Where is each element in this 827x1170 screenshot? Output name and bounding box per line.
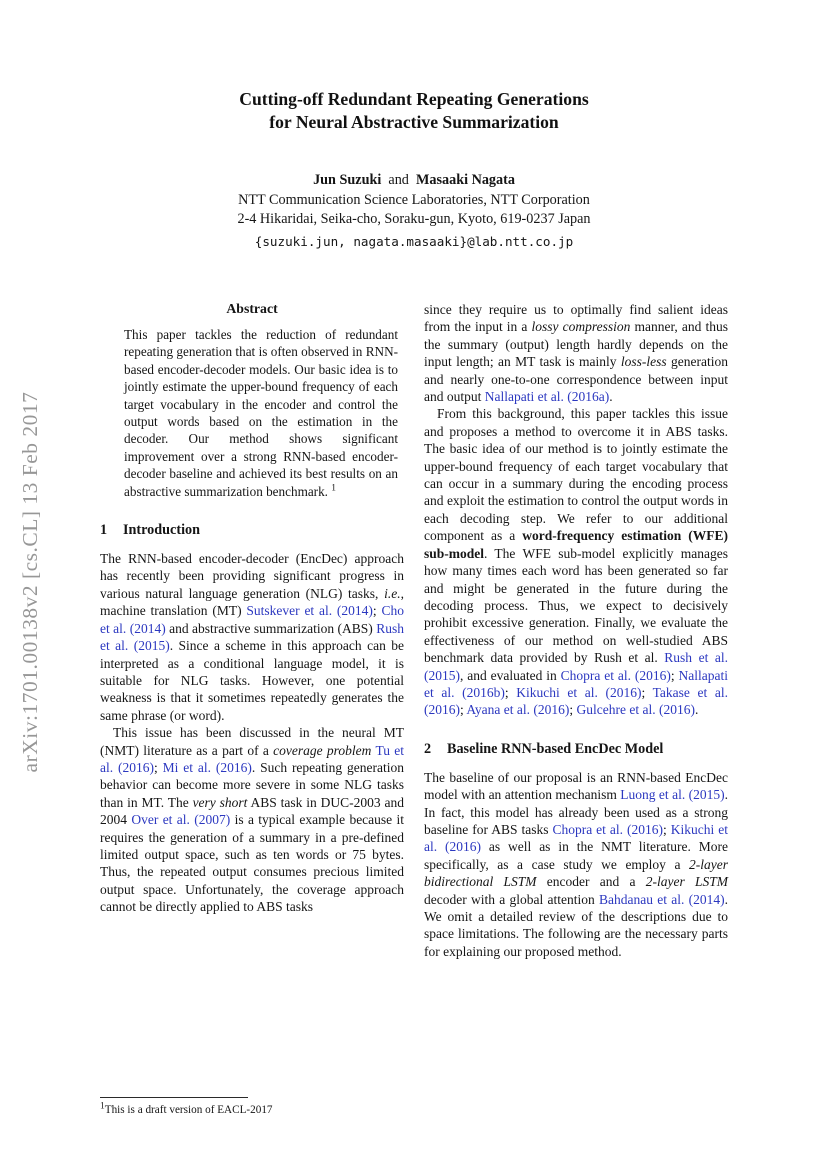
- title-line-2: for Neural Abstractive Summarization: [269, 112, 559, 132]
- citation-link[interactable]: Takase et al. (2016): [424, 684, 728, 718]
- text-run: . Since a scheme in this approach can be interpreted as a conditional language model, it is suitable for NLG tasks. However, one potential weakness is that it sometimes repeatedly generates the same phrase (or word).: [100, 638, 405, 723]
- text-run: From this background, this paper tackles this issue and proposes a method to overcome it in ABS tasks. The basic idea of our method is to jointly estimate the upper-bound frequency of each target vocabulary that can occur in a summary during the encoding process and exploit the estimation to control the output words in each decoding step. We refer to our additional component as a: [424, 406, 728, 544]
- footnote-text: [100, 1103, 404, 1117]
- text-run: . The WFE sub-model explicitly manages how many times each word has been generated so far and might be generated in the future during the decoding process. Thus, we expect to decisively prohibit excessive generation. Finally, we evaluate the effectiveness of our method on well-studied ABS benchmark data provided by Rush et al.: [424, 545, 728, 666]
- footnote-marker: 1: [100, 1101, 105, 1112]
- text-run: very short: [192, 794, 248, 810]
- citation-link[interactable]: Chopra et al. (2016): [560, 667, 671, 683]
- section-heading-introduction: [100, 522, 404, 539]
- section-title: Baseline RNN-based EncDec Model: [447, 740, 664, 757]
- paper-title: [100, 88, 728, 134]
- affiliation-line-2: 2-4 Hikaridai, Seika-cho, Soraku-gun, Kyoto, 619-0237 Japan: [237, 211, 591, 227]
- intro-paragraph-4: [424, 405, 728, 718]
- text-run: ;: [504, 684, 517, 700]
- section-heading-baseline: [424, 741, 728, 758]
- text-run: ;: [569, 702, 577, 718]
- text-run: ;: [460, 702, 467, 718]
- author-emails: {suzuki.jun, nagata.masaaki}@lab.ntt.co.jp: [254, 233, 574, 249]
- text-run: , and evaluated in: [460, 667, 561, 683]
- intro-paragraph-3: [424, 301, 728, 405]
- citation-link[interactable]: Mi et al. (2016): [162, 759, 252, 775]
- text-run: i.e.: [384, 585, 401, 601]
- text-run: .: [694, 702, 699, 718]
- footnote-block: [100, 1087, 404, 1117]
- paper-content: [100, 88, 728, 1117]
- text-run: . Such repeating generation behavior can become more severe in some NLG tasks than in MT. The: [100, 759, 405, 810]
- text-run: The baseline of our proposal is an RNN-based EncDec model with an attention mechanism: [424, 769, 728, 803]
- text-run: .: [609, 389, 613, 405]
- citation-link[interactable]: Bahdanau et al. (2014): [599, 891, 725, 907]
- text-run: generation and nearly one-to-one correspondence between input and output: [424, 354, 728, 405]
- affiliation-line-1: NTT Communication Science Laboratories, NTT Corporation: [238, 191, 590, 208]
- section-title: Introduction: [123, 522, 200, 539]
- citation-link[interactable]: Tu et al. (2016): [100, 742, 404, 775]
- citation-link[interactable]: Gulcehre et al. (2016): [576, 702, 695, 718]
- text-run: ABS task in DUC-2003 and 2004: [100, 794, 404, 828]
- text-run: , machine translation (MT): [100, 585, 404, 619]
- text-run: encoder and a: [536, 874, 646, 890]
- author-name-1: Jun Suzuki: [313, 172, 382, 188]
- author-name-2: Masaaki Nagata: [416, 172, 515, 188]
- left-column: [100, 301, 404, 1117]
- abstract-heading: Abstract: [226, 301, 278, 316]
- text-run: decoder with a global attention: [424, 891, 599, 907]
- right-column: [424, 301, 728, 1117]
- text-run: loss-less: [620, 354, 667, 370]
- footnote-rule: [100, 1097, 248, 1098]
- baseline-paragraph-1: [424, 769, 728, 960]
- text-run: The RNN-based encoder-decoder (EncDec) approach has recently been providing significant progress in various natural language generation (NLG) tasks,: [100, 551, 404, 601]
- footnote-marker: 1: [331, 483, 337, 494]
- text-run: since they require us to optimally find salient ideas from the input in a: [424, 302, 728, 335]
- section-number: 2: [424, 740, 432, 757]
- citation-link[interactable]: Over et al. (2007): [131, 812, 231, 828]
- citation-link[interactable]: Rush et al. (2015): [424, 650, 728, 683]
- title-line-1: Cutting-off Redundant Repeating Generations: [239, 89, 589, 109]
- text-run: 2-layer bidirectional LSTM: [424, 856, 728, 890]
- text-run: word-frequency estimation (WFE) sub-model: [424, 528, 728, 561]
- text-run: 2-layer LSTM: [645, 874, 728, 890]
- intro-paragraph-1: [100, 550, 404, 724]
- two-column-body: [100, 301, 728, 1117]
- abstract-text: [124, 326, 398, 500]
- text-run: ;: [670, 667, 679, 683]
- citation-link[interactable]: Kikuchi et al. (2016): [424, 821, 728, 855]
- citation-link[interactable]: Ayana et al. (2016): [466, 702, 570, 718]
- text-run: This is a draft version of EACL-2017: [104, 1104, 273, 1116]
- text-run: and abstractive summarization (ABS): [165, 620, 377, 636]
- citation-link[interactable]: Rush et al. (2015): [100, 620, 404, 654]
- text-run: coverage problem: [273, 742, 372, 758]
- text-run: This paper tackles the reduction of redundant repeating generation that is often observed in RNN-based encoder-decoder models. Our basic idea is to jointly estimate the upper-bound frequency of each target vocabulary in the encoder and control the output words based on the estimation in the decoder. Our method shows significant improvement over a strong RNN-based encoder-decoder baseline and achieved its best results on an abstractive summarization benchmark.: [124, 327, 398, 499]
- text-run: manner, and thus the summary (output) length hardly depends on the input length; an MT task is mainly: [424, 319, 729, 370]
- text-run: as well as in the NMT literature. More specifically, as a case study we employ a: [424, 839, 729, 872]
- citation-link[interactable]: Chopra et al. (2016): [552, 821, 664, 837]
- citation-link[interactable]: Cho et al. (2014): [100, 603, 404, 636]
- and-word: and: [388, 172, 409, 188]
- text-run: ;: [663, 821, 671, 837]
- text-run: ;: [641, 684, 653, 700]
- author-block: [100, 171, 728, 251]
- text-run: . We omit a detailed review of the descriptions due to space limitations. The following are the necessary parts for explaining our proposed method.: [424, 891, 728, 959]
- citation-link[interactable]: Nallapati et al. (2016a): [484, 389, 610, 405]
- section-number: 1: [100, 522, 108, 539]
- citation-link[interactable]: Nallapati et al. (2016b): [424, 667, 728, 700]
- citation-link[interactable]: Kikuchi et al. (2016): [516, 684, 642, 700]
- text-run: ;: [153, 759, 163, 775]
- text-run: ;: [372, 603, 382, 619]
- arxiv-watermark: arXiv:1701.00138v2 [cs.CL] 13 Feb 2017: [18, 391, 42, 773]
- text-run: lossy compression: [531, 319, 631, 335]
- citation-link[interactable]: Luong et al. (2015): [620, 787, 725, 803]
- text-run: This issue has been discussed in the neural MT (NMT) literature as a part of a: [100, 725, 404, 758]
- text-run: . In fact, this model has already been used as a strong baseline for ABS tasks: [424, 787, 728, 837]
- citation-link[interactable]: Sutskever et al. (2014): [246, 603, 373, 619]
- intro-paragraph-2: [100, 724, 404, 915]
- authors-line: [100, 171, 728, 191]
- text-run: is a typical example because it requires the generation of a summary in a pre-defined limited output space, such as ten words or 75 bytes. Thus, the repeated output consumes precious limited output space. Unfortunately, the coverage approach cannot be directly applied to ABS tasks: [100, 812, 405, 915]
